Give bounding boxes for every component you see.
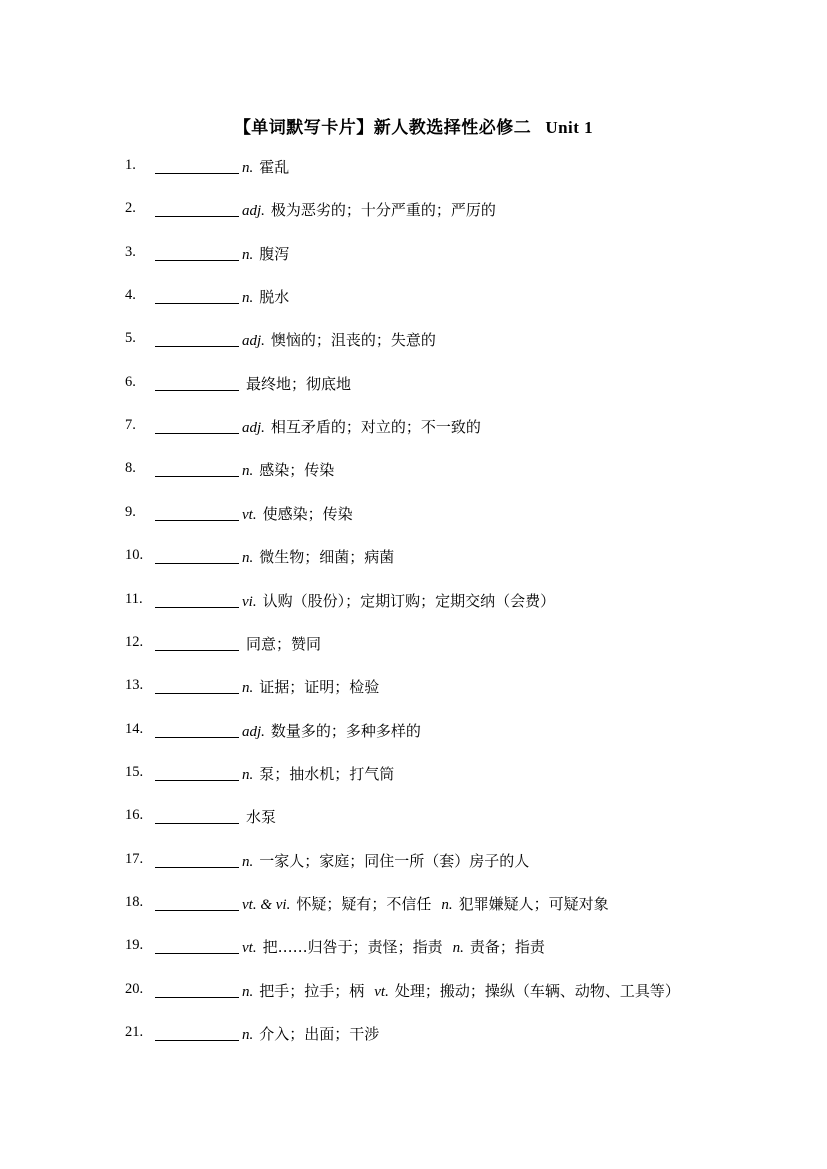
list-item — [0, 979, 827, 1003]
answer-blank[interactable] — [155, 476, 239, 477]
answer-blank[interactable] — [155, 650, 239, 651]
definition — [242, 806, 276, 827]
meaning-text: 认购（股份）；定期订购；定期交纳（会费） — [262, 591, 556, 610]
item-number: 8. — [125, 460, 136, 477]
list-item — [0, 805, 827, 829]
meaning-text: 水泵 — [246, 808, 277, 827]
definition — [242, 590, 555, 611]
item-number: 1. — [125, 157, 136, 173]
part-of-speech: vt. & vi. — [242, 896, 291, 913]
meaning-text: 微生物；细菌；病菌 — [259, 548, 395, 567]
answer-blank[interactable] — [155, 216, 239, 217]
list-item — [0, 632, 827, 656]
answer-blank[interactable] — [155, 607, 239, 608]
answer-blank[interactable] — [155, 910, 239, 911]
meaning-text: 同意；赞同 — [246, 634, 322, 653]
definition — [242, 936, 545, 957]
page-title — [0, 113, 827, 138]
unit-label: Unit 1 — [545, 118, 594, 137]
definition — [242, 763, 394, 784]
list-item — [0, 675, 827, 699]
answer-blank[interactable] — [155, 823, 239, 824]
list-item — [0, 372, 827, 396]
item-number: 15. — [125, 763, 144, 780]
definition — [242, 503, 353, 524]
meaning-text: 把手；拉手；柄 — [259, 981, 365, 1000]
meaning-text: 证据；证明；检验 — [259, 678, 380, 697]
answer-blank[interactable] — [155, 346, 239, 347]
part-of-speech: adj. — [242, 333, 265, 350]
item-number: 5. — [125, 330, 136, 347]
part-of-speech: n. — [242, 766, 254, 783]
list-item — [0, 849, 827, 873]
answer-blank[interactable] — [155, 563, 239, 564]
list-item — [0, 458, 827, 482]
item-number: 13. — [125, 677, 144, 694]
definition — [242, 243, 289, 264]
meaning-text: 感染；传染 — [259, 461, 335, 480]
list-item — [0, 242, 827, 266]
list-item — [0, 198, 827, 222]
meaning-text: 霍乱 — [259, 158, 290, 176]
part-of-speech: adj. — [242, 723, 265, 740]
part-of-speech-secondary: vt. — [374, 983, 389, 1000]
answer-blank[interactable] — [155, 737, 239, 738]
list-item — [0, 502, 827, 526]
definition — [242, 416, 481, 437]
meaning-text: 极为恶劣的；十分严重的；严厉的 — [270, 201, 496, 220]
meaning-text: 最终地；彻底地 — [246, 374, 352, 393]
list-item — [0, 892, 827, 916]
list-item — [0, 328, 827, 352]
answer-blank[interactable] — [155, 433, 239, 434]
part-of-speech: n. — [242, 463, 254, 480]
answer-blank[interactable] — [155, 867, 239, 868]
definition — [242, 286, 289, 307]
list-item — [0, 719, 827, 743]
answer-blank[interactable] — [155, 780, 239, 781]
part-of-speech: n. — [242, 290, 254, 307]
answer-blank[interactable] — [155, 173, 239, 174]
definition — [242, 329, 436, 350]
part-of-speech: n. — [242, 550, 254, 567]
answer-blank[interactable] — [155, 390, 239, 391]
meaning-text: 数量多的；多种多样的 — [270, 721, 421, 740]
part-of-speech: vi. — [242, 593, 257, 610]
part-of-speech: n. — [242, 983, 254, 1000]
item-number: 4. — [125, 287, 136, 304]
meaning-text: 把……归咎于；责怪；指责 — [262, 938, 443, 957]
item-number: 7. — [125, 417, 136, 434]
part-of-speech: adj. — [242, 420, 265, 437]
part-of-speech: n. — [242, 1027, 254, 1043]
part-of-speech: n. — [242, 246, 254, 263]
list-item — [0, 545, 827, 569]
item-number: 11. — [125, 590, 143, 607]
definition — [242, 633, 321, 654]
meaning-text: 使感染；传染 — [262, 504, 353, 523]
title-text: 【单词默写卡片】新人教选择性必修二 — [233, 118, 532, 138]
part-of-speech-secondary: n. — [441, 896, 453, 913]
answer-blank[interactable] — [155, 1040, 239, 1041]
definition — [242, 1023, 379, 1044]
item-number: 17. — [125, 850, 144, 867]
meaning-text: 脱水 — [259, 288, 290, 307]
definition — [242, 156, 289, 177]
list-item — [0, 1022, 827, 1046]
meaning-text: 腹泻 — [259, 244, 290, 263]
meaning-text: 相互矛盾的；对立的；不一致的 — [270, 418, 481, 437]
answer-blank[interactable] — [155, 997, 239, 998]
meaning-text-secondary: 责备；指责 — [469, 938, 545, 957]
list-item — [0, 589, 827, 613]
item-number: 14. — [125, 720, 144, 737]
item-number: 3. — [125, 243, 136, 260]
part-of-speech: vt. — [242, 940, 257, 957]
item-number: 19. — [125, 937, 144, 954]
definition — [242, 893, 609, 914]
definition — [242, 980, 680, 1001]
part-of-speech: n. — [242, 853, 254, 870]
meaning-text: 一家人；家庭；同住一所（套）房子的人 — [259, 851, 530, 870]
part-of-speech: adj. — [242, 203, 265, 220]
part-of-speech: n. — [242, 160, 254, 176]
answer-blank[interactable] — [155, 520, 239, 521]
definition — [242, 676, 379, 697]
definition — [242, 546, 394, 567]
meaning-text: 懊恼的；沮丧的；失意的 — [270, 331, 436, 350]
item-number: 10. — [125, 547, 144, 564]
definition — [242, 199, 496, 220]
part-of-speech: n. — [242, 680, 254, 697]
meaning-text-secondary: 犯罪嫌疑人；可疑对象 — [458, 894, 609, 913]
definition — [242, 850, 529, 871]
definition — [242, 373, 351, 394]
list-item — [0, 415, 827, 439]
item-number: 9. — [125, 503, 136, 520]
list-item — [0, 935, 827, 959]
list-item — [0, 285, 827, 309]
meaning-text: 怀疑；疑有；不信任 — [296, 894, 432, 913]
item-number: 12. — [125, 633, 144, 650]
list-item — [0, 155, 827, 179]
item-number: 6. — [125, 373, 136, 390]
answer-blank[interactable] — [155, 953, 239, 954]
item-number: 2. — [125, 200, 136, 217]
definition — [242, 459, 334, 480]
meaning-text: 介入；出面；干涉 — [259, 1025, 380, 1043]
list-item — [0, 762, 827, 786]
item-number: 16. — [125, 807, 144, 824]
item-number: 20. — [125, 980, 144, 997]
item-number: 21. — [125, 1024, 144, 1040]
answer-blank[interactable] — [155, 303, 239, 304]
answer-blank[interactable] — [155, 693, 239, 694]
meaning-text: 泵；抽水机；打气筒 — [259, 764, 395, 783]
definition — [242, 720, 421, 741]
item-number: 18. — [125, 893, 144, 910]
answer-blank[interactable] — [155, 260, 239, 261]
meaning-text-secondary: 处理；搬动；操纵（车辆、动物、工具等） — [394, 981, 680, 1000]
part-of-speech: vt. — [242, 506, 257, 523]
part-of-speech-secondary: n. — [452, 940, 464, 957]
